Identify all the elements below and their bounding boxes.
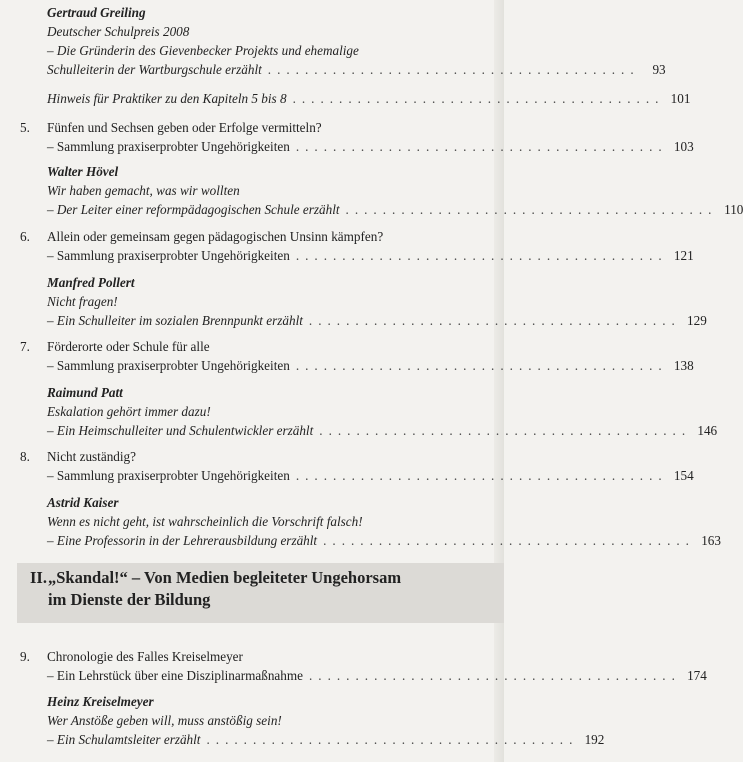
entry-title: Hinweis für Praktiker zu den Kapiteln 5 bis 8 [47, 91, 287, 106]
entry-title [20, 447, 492, 466]
toc-entry-kreiselmeyer [47, 692, 605, 749]
chapter-title: Nicht zuständig? [47, 449, 136, 464]
entry-author: Raimund Patt [47, 385, 123, 400]
section-title-line-1: „Skandal!“ – Von Medien begleiteter Ungehorsam [48, 568, 402, 587]
chapter-title: Chronologie des Falles Kreiselmeyer [47, 649, 243, 664]
entry-leader-line [47, 531, 721, 550]
page-number: 163 [701, 533, 721, 548]
entry-subtitle: – Sammlung praxiserprobter Ungehörigkeiten [47, 139, 290, 154]
dot-leader: ........................................ [308, 668, 681, 683]
page-number: 93 [652, 62, 666, 77]
entry-leader-line [47, 246, 694, 265]
toc-entry-patt [47, 383, 718, 440]
toc-entry-chapter-5 [20, 118, 694, 156]
entry-title [20, 118, 492, 137]
page-number: 146 [697, 423, 718, 438]
chapter-number: 8. [20, 449, 30, 464]
toc-entry-pollert [47, 273, 707, 330]
chapter-number: 6. [20, 229, 30, 244]
entry-subtitle: – Ein Lehrstück über eine Disziplinarmaßnahme [47, 668, 303, 683]
dot-leader: ........................................ [295, 248, 668, 263]
entry-title [20, 647, 492, 666]
entry-leader-line [47, 60, 666, 79]
entry-title: Wir haben gemacht, was wir wollten [47, 183, 240, 198]
chapter-number: 5. [20, 120, 30, 135]
page-number: 154 [673, 468, 694, 483]
page-number: 103 [673, 139, 694, 154]
dot-leader: ........................................ [267, 62, 640, 77]
page-number: 121 [673, 248, 694, 263]
entry-leader-line [47, 730, 605, 749]
entry-leader-line [47, 666, 707, 685]
dot-leader: ........................................ [345, 202, 718, 217]
entry-subtitle: – Eine Professorin in der Lehrerausbildung erzählt [47, 533, 318, 548]
toc-entry-chapter-9 [20, 647, 707, 685]
page-edge [494, 0, 504, 762]
chapter-number: 9. [20, 649, 30, 664]
page-number: 174 [687, 668, 707, 683]
entry-leader-line [47, 466, 694, 485]
entry-title [20, 227, 492, 246]
page-number: 110 [724, 202, 743, 217]
dot-leader: ........................................ [206, 732, 579, 747]
section-title-line-2: im Dienste der Bildung [48, 590, 211, 609]
dot-leader: ........................................ [295, 468, 668, 483]
chapter-title: Förderorte oder Schule für alle [47, 339, 210, 354]
entry-title: Deutscher Schulpreis 2008 [47, 24, 190, 39]
entry-subtitle: – Die Gründerin des Gievenbecker Projekts und ehemalige [47, 43, 359, 58]
chapter-title: Allein oder gemeinsam gegen pädagogischen Unsinn kämpfen? [47, 229, 384, 244]
entry-leader-line [47, 311, 707, 330]
entry-author: Manfred Pollert [47, 275, 135, 290]
entry-subtitle: Schulleiterin der Wartburgschule erzählt [47, 62, 262, 77]
entry-subtitle: – Ein Heimschulleiter und Schulentwickler erzählt [47, 423, 314, 438]
chapter-title: Fünfen und Sechsen geben oder Erfolge vermitteln? [47, 120, 322, 135]
toc-entry-chapter-8 [20, 447, 694, 485]
entry-title: Eskalation gehört immer dazu! [47, 404, 211, 419]
page-number: 129 [687, 313, 707, 328]
entry-leader-line [47, 89, 691, 108]
toc-entry-greiling [47, 3, 666, 79]
entry-title: Wer Anstöße geben will, muss anstößig sein! [47, 713, 282, 728]
page-number: 101 [670, 91, 691, 106]
toc-entry-hinweis [47, 89, 691, 108]
entry-subtitle: – Ein Schulleiter im sozialen Brennpunkt erzählt [47, 313, 303, 328]
dot-leader: ........................................ [295, 139, 668, 154]
entry-title: Nicht fragen! [47, 294, 118, 309]
entry-author: Astrid Kaiser [47, 495, 119, 510]
entry-subtitle: – Sammlung praxiserprobter Ungehörigkeiten [47, 468, 290, 483]
entry-subtitle: – Der Leiter einer reformpädagogischen Schule erzählt [47, 202, 340, 217]
page-number: 192 [584, 732, 605, 747]
page-number: 138 [673, 358, 694, 373]
entry-leader-line [47, 356, 694, 375]
toc-entry-chapter-6 [20, 227, 694, 265]
entry-subtitle: – Sammlung praxiserprobter Ungehörigkeiten [47, 248, 290, 263]
toc-entry-kaiser [47, 493, 721, 550]
dot-leader: ........................................ [308, 313, 681, 328]
entry-leader-line [47, 200, 743, 219]
dot-leader: ........................................ [323, 533, 695, 548]
toc-entry-chapter-7 [20, 337, 694, 375]
entry-title: Wenn es nicht geht, ist wahrscheinlich die Vorschrift falsch! [47, 514, 363, 529]
entry-subtitle: – Ein Schulamtsleiter erzählt [47, 732, 201, 747]
entry-author: Walter Hövel [47, 164, 119, 179]
chapter-number: 7. [20, 339, 30, 354]
entry-author: Gertraud Greiling [47, 5, 146, 20]
section-number: II. [30, 568, 47, 587]
entry-author: Heinz Kreiselmeyer [47, 694, 154, 709]
entry-subtitle: – Sammlung praxiserprobter Ungehörigkeiten [47, 358, 290, 373]
entry-title [20, 337, 492, 356]
dot-leader: ........................................ [292, 91, 665, 106]
dot-leader: ........................................ [319, 423, 692, 438]
entry-leader-line [47, 137, 694, 156]
toc-entry-hoevel [47, 162, 743, 219]
dot-leader: ........................................ [295, 358, 668, 373]
entry-leader-line [47, 421, 718, 440]
